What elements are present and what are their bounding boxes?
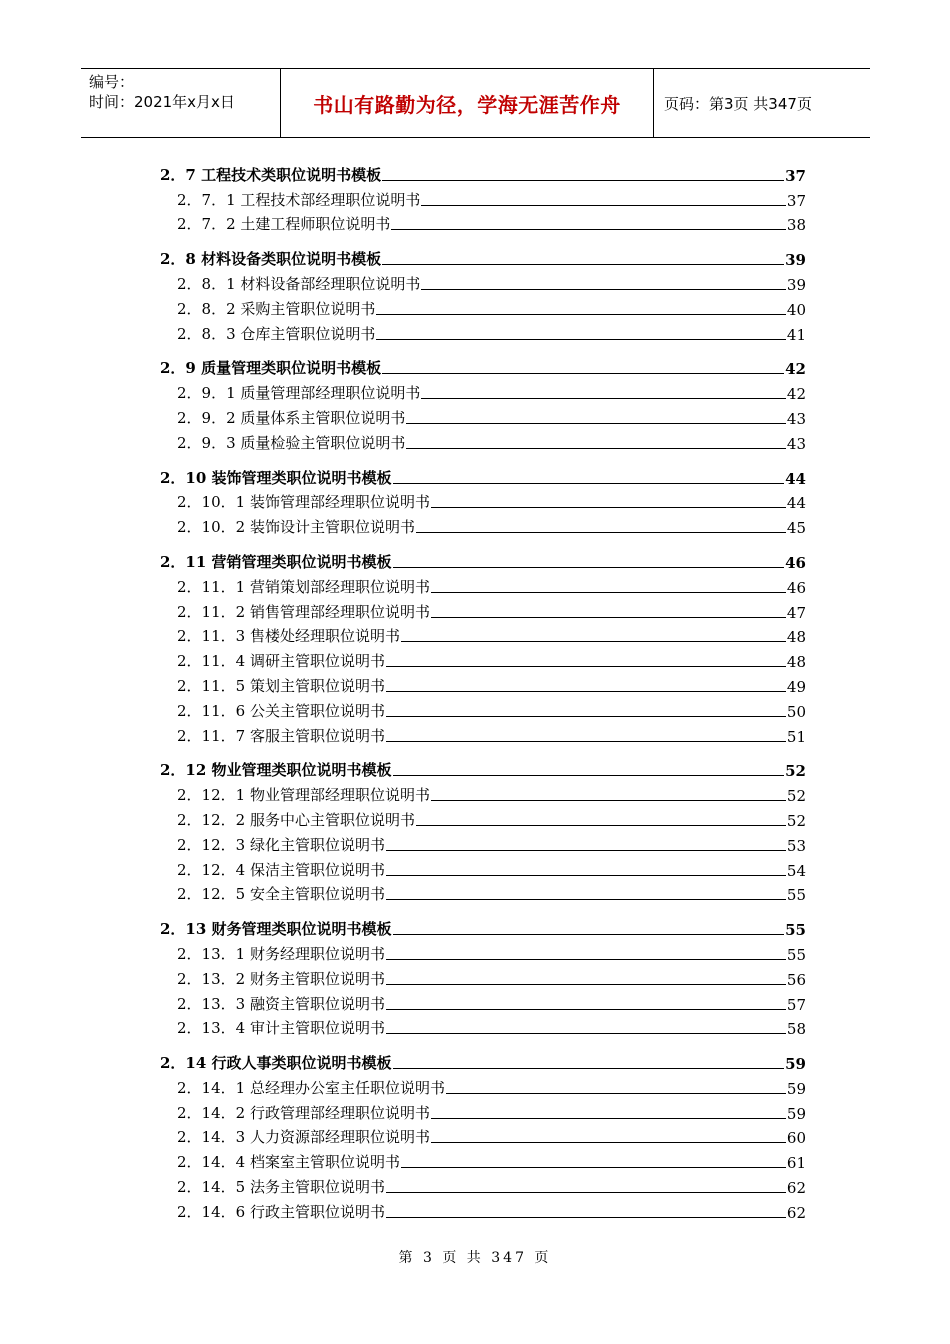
toc-entry-page-number: 58 bbox=[786, 1020, 806, 1039]
toc-subsection-entry[interactable] bbox=[160, 210, 806, 235]
toc-subsection-entry[interactable] bbox=[160, 646, 806, 671]
toc-entry-page-number: 46 bbox=[785, 553, 806, 572]
toc-section-entry[interactable] bbox=[160, 914, 806, 939]
toc-subsection-entry[interactable] bbox=[160, 185, 806, 210]
toc-leader-line bbox=[393, 482, 785, 484]
toc-leader-line bbox=[376, 313, 786, 315]
page-footer: 第 3 页 共 347 页 bbox=[398, 1250, 552, 1266]
toc-leader-line bbox=[382, 263, 784, 265]
toc-leader-line bbox=[421, 397, 786, 399]
toc-entry-label: 2．8．2 采购主管职位说明书 bbox=[177, 299, 376, 318]
toc-entry-label: 2．13．1 财务经理职位说明书 bbox=[177, 944, 385, 963]
toc-leader-line bbox=[393, 566, 785, 568]
toc-entry-page-number: 62 bbox=[786, 1203, 806, 1222]
toc-subsection-entry[interactable] bbox=[160, 1073, 806, 1098]
toc-entry-label: 2．12．2 服务中心主管职位说明书 bbox=[177, 810, 415, 829]
toc-entry-label: 2．7．1 工程技术部经理职位说明书 bbox=[177, 190, 421, 209]
toc-entry-page-number: 53 bbox=[786, 836, 806, 855]
toc-entry-page-number: 42 bbox=[786, 385, 806, 404]
toc-leader-line bbox=[416, 531, 786, 533]
toc-leader-line bbox=[391, 228, 786, 230]
toc-entry-page-number: 48 bbox=[786, 628, 806, 647]
toc-entry-label: 2．10 装饰管理类职位说明书模板 bbox=[160, 468, 392, 487]
toc-entry-label: 2．10．2 装饰设计主管职位说明书 bbox=[177, 518, 415, 537]
toc-entry-label: 2．13．3 融资主管职位说明书 bbox=[177, 994, 385, 1013]
header-time-label: 时间：2021年x月x日 bbox=[89, 93, 235, 111]
header-page-info: 页码：第3页 共347页 bbox=[664, 94, 812, 113]
toc-entry-label: 2．14．5 法务主管职位说明书 bbox=[177, 1178, 385, 1197]
toc-entry-label: 2．13．4 审计主管职位说明书 bbox=[177, 1019, 385, 1038]
toc-leader-line bbox=[406, 422, 786, 424]
toc-entry-page-number: 51 bbox=[786, 727, 806, 746]
toc-entry-page-number: 52 bbox=[785, 762, 806, 781]
toc-section-entry[interactable] bbox=[160, 354, 806, 379]
toc-section-entry[interactable] bbox=[160, 756, 806, 781]
toc-subsection-entry[interactable] bbox=[160, 428, 806, 453]
toc-leader-line bbox=[386, 740, 786, 742]
toc-section-entry[interactable] bbox=[160, 244, 806, 269]
toc-leader-line bbox=[393, 774, 785, 776]
toc-entry-page-number: 59 bbox=[785, 1055, 806, 1074]
toc-entry-page-number: 41 bbox=[786, 325, 806, 344]
toc-leader-line bbox=[386, 1008, 786, 1010]
toc-entry-page-number: 37 bbox=[785, 166, 806, 185]
toc-entry-label: 2．11．2 销售管理部经理职位说明书 bbox=[177, 602, 430, 621]
toc-entry-label: 2．13．2 财务主管职位说明书 bbox=[177, 969, 385, 988]
toc-entry-page-number: 42 bbox=[785, 360, 806, 379]
toc-entry-label: 2．9．2 质量体系主管职位说明书 bbox=[177, 408, 406, 427]
toc-section-entry[interactable] bbox=[160, 547, 806, 572]
toc-subsection-entry[interactable] bbox=[160, 721, 806, 746]
toc-leader-line bbox=[386, 1216, 786, 1218]
toc-entry-page-number: 55 bbox=[786, 945, 806, 964]
toc-leader-line bbox=[386, 983, 786, 985]
toc-leader-line bbox=[401, 1166, 786, 1168]
toc-entry-label: 2．9 质量管理类职位说明书模板 bbox=[160, 359, 382, 378]
toc-entry-page-number: 46 bbox=[786, 578, 806, 597]
toc-entry-page-number: 47 bbox=[786, 603, 806, 622]
toc-subsection-entry[interactable] bbox=[160, 1197, 806, 1222]
toc-entry-page-number: 44 bbox=[786, 494, 806, 513]
toc-entry-label: 2．12．5 安全主管职位说明书 bbox=[177, 885, 385, 904]
toc-subsection-entry[interactable] bbox=[160, 1172, 806, 1197]
toc-leader-line bbox=[431, 616, 786, 618]
toc-subsection-entry[interactable] bbox=[160, 855, 806, 880]
toc-entry-label: 2．9．1 质量管理部经理职位说明书 bbox=[177, 384, 421, 403]
toc-entry-page-number: 52 bbox=[786, 787, 806, 806]
toc-entry-page-number: 48 bbox=[786, 653, 806, 672]
toc-subsection-entry[interactable] bbox=[160, 880, 806, 905]
toc-entry-label: 2．14．4 档案室主管职位说明书 bbox=[177, 1153, 400, 1172]
toc-leader-line bbox=[406, 447, 786, 449]
toc-entry-label: 2．11．7 客服主管职位说明书 bbox=[177, 726, 385, 745]
toc-leader-line bbox=[431, 799, 786, 801]
toc-subsection-entry[interactable] bbox=[160, 488, 806, 513]
toc-entry-label: 2．14．6 行政主管职位说明书 bbox=[177, 1202, 385, 1221]
toc-subsection-entry[interactable] bbox=[160, 1098, 806, 1123]
toc-leader-line bbox=[446, 1092, 786, 1094]
toc-entry-label: 2．14．2 行政管理部经理职位说明书 bbox=[177, 1103, 430, 1122]
toc-entry-label: 2．8 材料设备类职位说明书模板 bbox=[160, 250, 382, 269]
toc-subsection-entry[interactable] bbox=[160, 512, 806, 537]
toc-entry-page-number: 43 bbox=[786, 434, 806, 453]
toc-entry-page-number: 62 bbox=[786, 1179, 806, 1198]
toc-section-entry[interactable] bbox=[160, 160, 806, 185]
toc-entry-label: 2．9．3 质量检验主管职位说明书 bbox=[177, 433, 406, 452]
toc-entry-label: 2．7 工程技术类职位说明书模板 bbox=[160, 165, 382, 184]
toc-entry-label: 2．11．1 营销策划部经理职位说明书 bbox=[177, 577, 430, 596]
toc-subsection-entry[interactable] bbox=[160, 805, 806, 830]
toc-entry-page-number: 43 bbox=[786, 409, 806, 428]
toc-entry-label: 2．12．3 绿化主管职位说明书 bbox=[177, 835, 385, 854]
toc-entry-page-number: 59 bbox=[786, 1079, 806, 1098]
header-meta bbox=[81, 69, 281, 137]
toc-entry-page-number: 54 bbox=[786, 861, 806, 880]
toc-leader-line bbox=[386, 1191, 786, 1193]
toc-entry-page-number: 59 bbox=[786, 1104, 806, 1123]
toc-subsection-entry[interactable] bbox=[160, 671, 806, 696]
toc-entry-label: 2．13 财务管理类职位说明书模板 bbox=[160, 920, 392, 939]
toc-entry-label: 2．11．5 策划主管职位说明书 bbox=[177, 676, 385, 695]
toc-entry-label: 2．12．1 物业管理部经理职位说明书 bbox=[177, 786, 430, 805]
toc-leader-line bbox=[393, 1067, 785, 1069]
toc-entry-label: 2．12．4 保洁主管职位说明书 bbox=[177, 860, 385, 879]
toc-entry-page-number: 60 bbox=[786, 1129, 806, 1148]
toc-entry-label: 2．14．1 总经理办公室主任职位说明书 bbox=[177, 1078, 445, 1097]
toc-leader-line bbox=[393, 933, 785, 935]
toc-subsection-entry[interactable] bbox=[160, 319, 806, 344]
toc-entry-page-number: 55 bbox=[786, 886, 806, 905]
toc-leader-line bbox=[421, 204, 786, 206]
toc-subsection-entry[interactable] bbox=[160, 780, 806, 805]
toc-leader-line bbox=[386, 898, 786, 900]
toc-entry-page-number: 40 bbox=[786, 300, 806, 319]
toc-subsection-entry[interactable] bbox=[160, 622, 806, 647]
toc-subsection-entry[interactable] bbox=[160, 1147, 806, 1172]
toc-leader-line bbox=[421, 288, 786, 290]
toc-entry-page-number: 61 bbox=[786, 1154, 806, 1173]
toc-subsection-entry[interactable] bbox=[160, 403, 806, 428]
toc-section-entry[interactable] bbox=[160, 1048, 806, 1073]
toc-entry-page-number: 55 bbox=[785, 921, 806, 940]
toc-subsection-entry[interactable] bbox=[160, 597, 806, 622]
toc-subsection-entry[interactable] bbox=[160, 378, 806, 403]
toc-entry-page-number: 50 bbox=[786, 702, 806, 721]
toc-entry-label: 2．11 营销管理类职位说明书模板 bbox=[160, 552, 392, 571]
toc-leader-line bbox=[401, 640, 786, 642]
toc-entry-page-number: 45 bbox=[786, 519, 806, 538]
toc-leader-line bbox=[386, 874, 786, 876]
toc-leader-line bbox=[431, 1141, 786, 1143]
toc-subsection-entry[interactable] bbox=[160, 964, 806, 989]
toc-entry-page-number: 37 bbox=[786, 191, 806, 210]
toc-entry-page-number: 38 bbox=[786, 216, 806, 235]
toc-leader-line bbox=[386, 958, 786, 960]
toc-entry-label: 2．8．1 材料设备部经理职位说明书 bbox=[177, 274, 421, 293]
toc-leader-line bbox=[382, 372, 784, 374]
toc-entry-label: 2．11．4 调研主管职位说明书 bbox=[177, 652, 385, 671]
toc-entry-page-number: 57 bbox=[786, 995, 806, 1014]
toc-entry-page-number: 49 bbox=[786, 677, 806, 696]
toc-subsection-entry[interactable] bbox=[160, 1014, 806, 1039]
toc-entry-page-number: 56 bbox=[786, 970, 806, 989]
toc-subsection-entry[interactable] bbox=[160, 989, 806, 1014]
toc-entry-label: 2．11．6 公关主管职位说明书 bbox=[177, 701, 385, 720]
toc-entry-label: 2．7．2 土建工程师职位说明书 bbox=[177, 215, 391, 234]
toc-leader-line bbox=[386, 1032, 786, 1034]
toc-entry-page-number: 39 bbox=[785, 251, 806, 270]
toc-entry-label: 2．8．3 仓库主管职位说明书 bbox=[177, 324, 376, 343]
header-motto: 书山有路勤为径，学海无涯苦作舟 bbox=[281, 69, 654, 137]
toc-subsection-entry[interactable] bbox=[160, 572, 806, 597]
toc-entry-page-number: 39 bbox=[786, 275, 806, 294]
page-header bbox=[81, 68, 870, 138]
toc-subsection-entry[interactable] bbox=[160, 696, 806, 721]
toc-entry-page-number: 52 bbox=[786, 811, 806, 830]
toc-subsection-entry[interactable] bbox=[160, 939, 806, 964]
toc-leader-line bbox=[386, 849, 786, 851]
toc-leader-line bbox=[382, 179, 784, 181]
toc-leader-line bbox=[386, 690, 786, 692]
toc-leader-line bbox=[386, 665, 786, 667]
toc-subsection-entry[interactable] bbox=[160, 269, 806, 294]
toc-entry-label: 2．10．1 装饰管理部经理职位说明书 bbox=[177, 493, 430, 512]
toc-subsection-entry[interactable] bbox=[160, 1123, 806, 1148]
toc-leader-line bbox=[416, 824, 786, 826]
header-code-label: 编号： bbox=[89, 73, 135, 91]
toc-leader-line bbox=[431, 506, 786, 508]
toc-entry-page-number: 44 bbox=[785, 469, 806, 488]
toc-entry-label: 2．11．3 售楼处经理职位说明书 bbox=[177, 627, 400, 646]
toc-leader-line bbox=[376, 338, 786, 340]
toc-leader-line bbox=[386, 715, 786, 717]
table-of-contents bbox=[160, 160, 806, 1222]
toc-subsection-entry[interactable] bbox=[160, 830, 806, 855]
toc-leader-line bbox=[431, 1117, 786, 1119]
toc-entry-label: 2．12 物业管理类职位说明书模板 bbox=[160, 761, 392, 780]
toc-entry-label: 2．14．3 人力资源部经理职位说明书 bbox=[177, 1128, 430, 1147]
toc-leader-line bbox=[431, 591, 786, 593]
toc-entry-label: 2．14 行政人事类职位说明书模板 bbox=[160, 1054, 392, 1073]
toc-section-entry[interactable] bbox=[160, 463, 806, 488]
toc-subsection-entry[interactable] bbox=[160, 294, 806, 319]
